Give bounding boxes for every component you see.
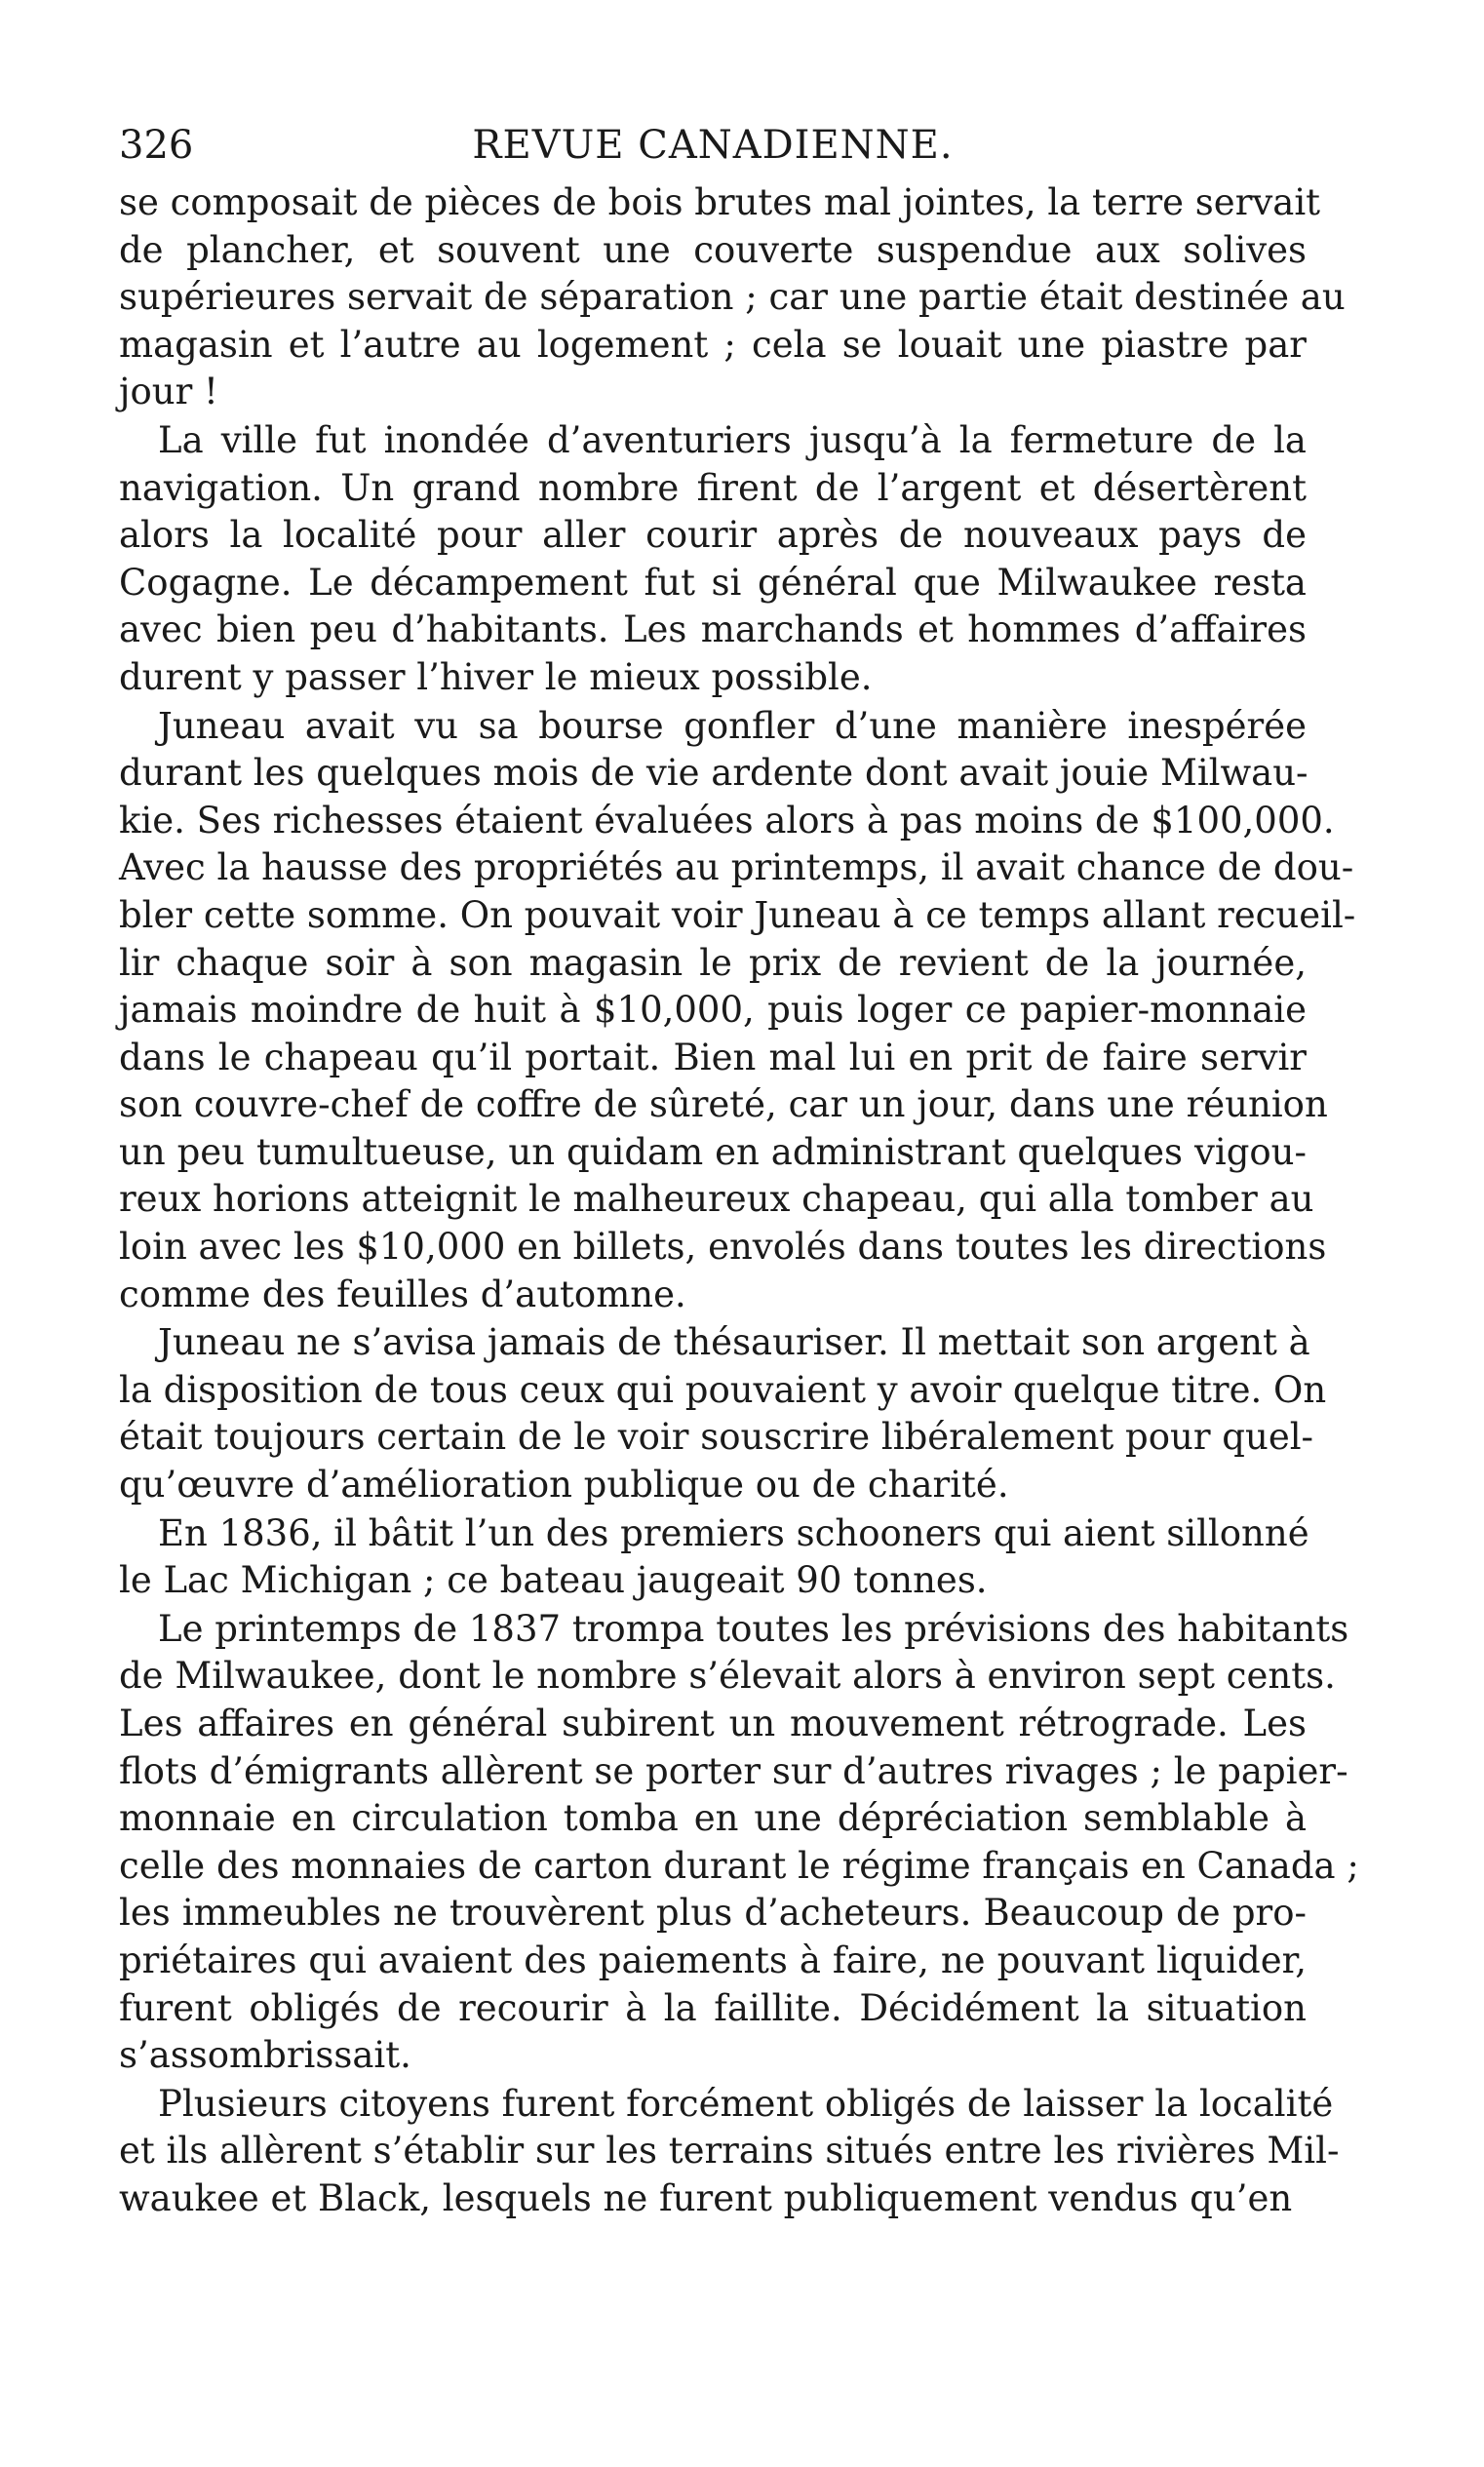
text-line: lir chaque soir à son magasin le prix de revient de la journée, (119, 941, 1307, 984)
text-line: loin avec les $10,000 en billets, envolés dans toutes les directions (119, 1226, 1327, 1269)
text-line: monnaie en circulation tomba en une dépréciation semblable à (119, 1797, 1307, 1840)
text-line: les immeubles ne trouvèrent plus d’acheteurs. Beaucoup de pro- (119, 1892, 1307, 1935)
page-header (119, 117, 1307, 174)
text-line: son couvre-chef de coffre de sûreté, car un jour, dans une réunion (119, 1083, 1328, 1126)
text-line: Juneau ne s’avisa jamais de thésauriser. Il mettait son argent à (158, 1321, 1310, 1364)
text-line: jour ! (119, 371, 218, 413)
text-line: Plusieurs citoyens furent forcément obligés de laisser la localité (158, 2082, 1334, 2125)
text-line: comme des feuilles d’automne. (119, 1273, 686, 1315)
text-line: waukee et Black, lesquels ne furent publiquement vendus qu’en (119, 2176, 1293, 2219)
paragraph (119, 179, 1346, 416)
text-line: dans le chapeau qu’il portait. Bien mal lui en prit de faire servir (119, 1036, 1307, 1078)
book-page (119, 117, 1359, 2224)
paragraph (119, 1510, 1307, 1605)
text-line: navigation. Un grand nombre firent de l’argent et désertèrent (119, 466, 1307, 509)
text-line: et ils allèrent s’établir sur les terrains situés entre les rivières Mil- (119, 2130, 1340, 2173)
text-line: flots d’émigrants allèrent se porter sur d’autres rivages ; le papier- (119, 1749, 1348, 1792)
text-line: durent y passer l’hiver le mieux possible. (119, 655, 873, 698)
text-line: En 1836, il bâtit l’un des premiers schooners qui aient sillonné (158, 1511, 1309, 1554)
running-title: REVUE CANADIENNE. (472, 123, 954, 168)
text-line: celle des monnaies de carton durant le régime français en Canada ; (119, 1844, 1359, 1887)
page-number: 326 (119, 123, 194, 168)
text-line: supérieures servait de séparation ; car une partie était destinée au (119, 276, 1346, 319)
paragraph (119, 417, 1307, 702)
text-line: le Lac Michigan ; ce bateau jaugeait 90 tonnes. (119, 1559, 988, 1602)
text-line: Avec la hausse des propriétés au printemps, il avait chance de dou- (119, 846, 1354, 889)
text-line: un peu tumultueuse, un quidam en administrant quelques vigou- (119, 1130, 1307, 1173)
text-line: jamais moindre de huit à $10,000, puis loger ce papier-monnaie (119, 989, 1307, 1032)
text-line: furent obligés de recourir à la faillite. Décidément la situation (119, 1986, 1307, 2029)
body-text (119, 179, 1359, 2223)
text-line: qu’œuvre d’amélioration publique ou de charité. (119, 1464, 1009, 1507)
text-line: priétaires qui avaient des paiements à faire, ne pouvant liquider, (119, 1938, 1307, 1981)
text-line: La ville fut inondée d’aventuriers jusqu’à la fermeture de la (158, 418, 1307, 461)
text-line: Le printemps de 1837 trompa toutes les prévisions des habitants (158, 1607, 1349, 1650)
text-line: s’assombrissait. (119, 2034, 411, 2077)
paragraph (119, 1319, 1327, 1508)
text-line: kie. Ses richesses étaient évaluées alors à pas moins de $100,000. (119, 799, 1335, 842)
text-line: la disposition de tous ceux qui pouvaient y avoir quelque titre. On (119, 1368, 1327, 1411)
text-line: Cogagne. Le décampement fut si général que Milwaukee resta (119, 561, 1307, 604)
text-line: se composait de pièces de bois brutes mal jointes, la terre servait (119, 181, 1321, 223)
text-line: durant les quelques mois de vie ardente dont avait jouie Milwau- (119, 752, 1308, 795)
text-line: de Milwaukee, dont le nombre s’élevait alors à environ sept cents. (119, 1655, 1336, 1698)
text-line: Juneau avait vu sa bourse gonfler d’une manière inespérée (158, 704, 1307, 747)
text-line: bler cette somme. On pouvait voir Juneau à ce temps allant recueil- (119, 893, 1356, 936)
text-line: alors la localité pour aller courir après de nouveaux pays de (119, 514, 1307, 557)
text-line: de plancher, et souvent une couverte suspendue aux solives (119, 228, 1307, 271)
paragraph (119, 2081, 1340, 2223)
text-line: magasin et l’autre au logement ; cela se louait une piastre par (119, 323, 1307, 366)
paragraph (119, 1606, 1359, 2080)
paragraph (119, 703, 1356, 1319)
text-line: avec bien peu d’habitants. Les marchands et hommes d’affaires (119, 608, 1307, 651)
text-line: Les affaires en général subirent un mouvement rétrograde. Les (119, 1703, 1307, 1744)
text-line: reux horions atteignit le malheureux chapeau, qui alla tomber au (119, 1178, 1314, 1221)
text-line: était toujours certain de le voir souscrire libéralement pour quel- (119, 1416, 1314, 1459)
